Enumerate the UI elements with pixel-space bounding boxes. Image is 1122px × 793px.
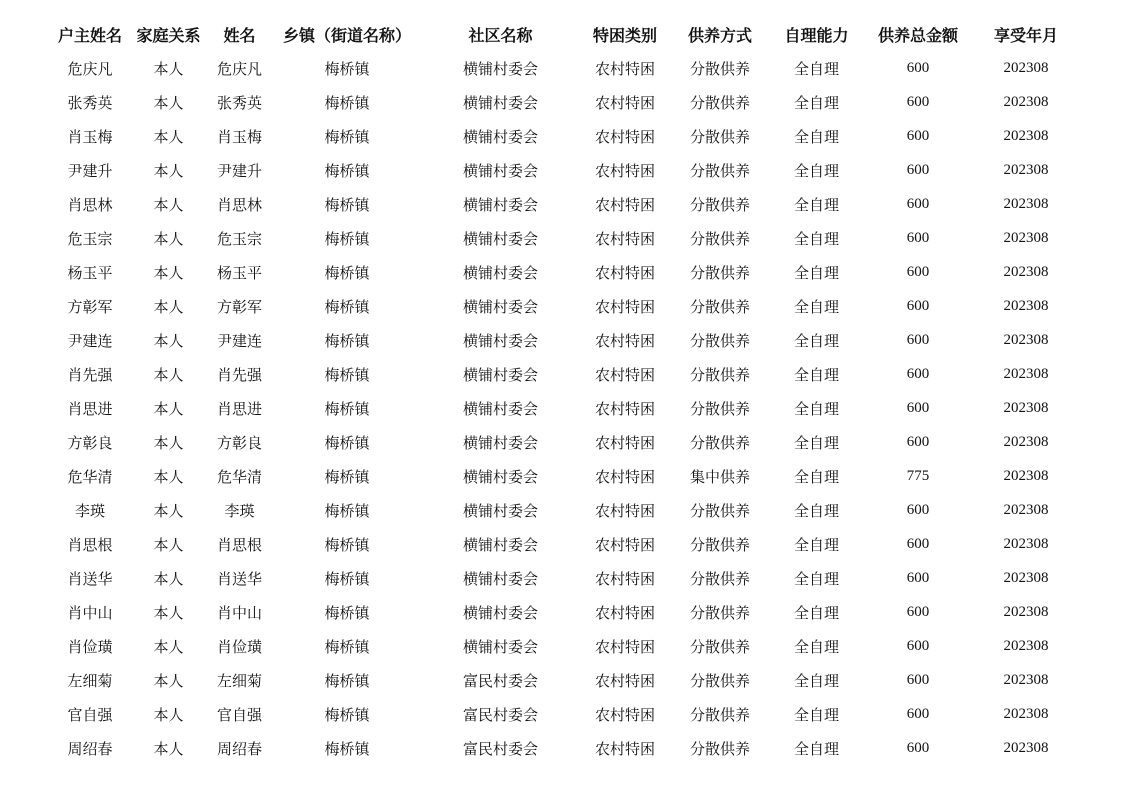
family-relation-cell: 本人 (153, 467, 184, 486)
support-mode-cell: 分散供养 (689, 535, 750, 554)
householder-name-cell: 张秀英 (67, 93, 113, 112)
total-amount-cell: 600 (906, 365, 930, 382)
name-cell: 左细菊 (216, 671, 262, 690)
period-cell: 202308 (1003, 739, 1049, 756)
community-cell: 横铺村委会 (462, 603, 538, 622)
period-cell: 202308 (1003, 297, 1049, 314)
total-amount-cell: 600 (906, 263, 930, 280)
category-cell: 农村特困 (594, 263, 655, 282)
township-cell: 梅桥镇 (324, 705, 370, 724)
householder-name-cell: 肖先强 (67, 365, 113, 384)
period-cell: 202308 (1003, 127, 1049, 144)
total-amount-cell: 600 (906, 59, 930, 76)
table-row (50, 255, 1080, 289)
community-cell: 横铺村委会 (462, 569, 538, 588)
name-cell: 方彰良 (216, 433, 262, 452)
householder-name-cell: 肖玉梅 (67, 127, 113, 146)
period-cell: 202308 (1003, 603, 1049, 620)
name-cell: 李瑛 (224, 501, 255, 520)
period-cell: 202308 (1003, 59, 1049, 76)
period-cell: 202308 (1003, 161, 1049, 178)
header-self-care: 自理能力 (784, 25, 849, 45)
total-amount-cell: 600 (906, 127, 930, 144)
table-row (50, 663, 1080, 697)
community-cell: 横铺村委会 (462, 263, 538, 282)
householder-name-cell: 周绍春 (67, 739, 113, 758)
category-cell: 农村特困 (594, 195, 655, 214)
township-cell: 梅桥镇 (324, 263, 370, 282)
householder-name-cell: 肖送华 (67, 569, 113, 588)
self-care-cell: 全自理 (793, 671, 839, 690)
total-amount-cell: 600 (906, 229, 930, 246)
householder-name-cell: 危华清 (67, 467, 113, 486)
header-name: 姓名 (223, 25, 256, 45)
support-mode-cell: 分散供养 (689, 263, 750, 282)
name-cell: 尹建连 (216, 331, 262, 350)
period-cell: 202308 (1003, 263, 1049, 280)
category-cell: 农村特困 (594, 127, 655, 146)
community-cell: 横铺村委会 (462, 127, 538, 146)
township-cell: 梅桥镇 (324, 127, 370, 146)
support-mode-cell: 分散供养 (689, 365, 750, 384)
family-relation-cell: 本人 (153, 59, 184, 78)
table-row (50, 221, 1080, 255)
category-cell: 农村特困 (594, 229, 655, 248)
period-cell: 202308 (1003, 569, 1049, 586)
total-amount-cell: 600 (906, 195, 930, 212)
support-mode-cell: 分散供养 (689, 501, 750, 520)
family-relation-cell: 本人 (153, 705, 184, 724)
category-cell: 农村特困 (594, 501, 655, 520)
support-mode-cell: 分散供养 (689, 671, 750, 690)
township-cell: 梅桥镇 (324, 297, 370, 316)
table-row (50, 595, 1080, 629)
family-relation-cell: 本人 (153, 501, 184, 520)
total-amount-cell: 600 (906, 671, 930, 688)
self-care-cell: 全自理 (793, 229, 839, 248)
self-care-cell: 全自理 (793, 637, 839, 656)
category-cell: 农村特困 (594, 671, 655, 690)
name-cell: 危玉宗 (216, 229, 262, 248)
period-cell: 202308 (1003, 93, 1049, 110)
community-cell: 横铺村委会 (462, 433, 538, 452)
township-cell: 梅桥镇 (324, 195, 370, 214)
category-cell: 农村特困 (594, 365, 655, 384)
table-row (50, 425, 1080, 459)
householder-name-cell: 肖中山 (67, 603, 113, 622)
period-cell: 202308 (1003, 433, 1049, 450)
period-cell: 202308 (1003, 467, 1049, 484)
family-relation-cell: 本人 (153, 195, 184, 214)
self-care-cell: 全自理 (793, 263, 839, 282)
total-amount-cell: 600 (906, 705, 930, 722)
category-cell: 农村特困 (594, 535, 655, 554)
township-cell: 梅桥镇 (324, 535, 370, 554)
name-cell: 尹建升 (216, 161, 262, 180)
community-cell: 横铺村委会 (462, 59, 538, 78)
family-relation-cell: 本人 (153, 161, 184, 180)
township-cell: 梅桥镇 (324, 637, 370, 656)
township-cell: 梅桥镇 (324, 467, 370, 486)
table-row (50, 731, 1080, 765)
category-cell: 农村特困 (594, 433, 655, 452)
township-cell: 梅桥镇 (324, 93, 370, 112)
table-row (50, 85, 1080, 119)
category-cell: 农村特困 (594, 161, 655, 180)
family-relation-cell: 本人 (153, 365, 184, 384)
category-cell: 农村特困 (594, 637, 655, 656)
householder-name-cell: 杨玉平 (67, 263, 113, 282)
family-relation-cell: 本人 (153, 399, 184, 418)
family-relation-cell: 本人 (153, 671, 184, 690)
total-amount-cell: 600 (906, 569, 930, 586)
header-family-relation: 家庭关系 (136, 25, 201, 45)
community-cell: 横铺村委会 (462, 637, 538, 656)
name-cell: 张秀英 (216, 93, 262, 112)
township-cell: 梅桥镇 (324, 365, 370, 384)
householder-name-cell: 官自强 (67, 705, 113, 724)
family-relation-cell: 本人 (153, 127, 184, 146)
header-category: 特困类别 (592, 25, 657, 45)
self-care-cell: 全自理 (793, 195, 839, 214)
document-sheet (50, 17, 1080, 765)
recipient-table (50, 17, 1080, 765)
period-cell: 202308 (1003, 637, 1049, 654)
family-relation-cell: 本人 (153, 229, 184, 248)
self-care-cell: 全自理 (793, 501, 839, 520)
family-relation-cell: 本人 (153, 739, 184, 758)
table-row (50, 561, 1080, 595)
self-care-cell: 全自理 (793, 127, 839, 146)
self-care-cell: 全自理 (793, 603, 839, 622)
total-amount-cell: 600 (906, 637, 930, 654)
table-body (50, 51, 1080, 765)
township-cell: 梅桥镇 (324, 739, 370, 758)
family-relation-cell: 本人 (153, 331, 184, 350)
township-cell: 梅桥镇 (324, 161, 370, 180)
total-amount-cell: 600 (906, 297, 930, 314)
category-cell: 农村特困 (594, 93, 655, 112)
support-mode-cell: 分散供养 (689, 59, 750, 78)
householder-name-cell: 左细菊 (67, 671, 113, 690)
township-cell: 梅桥镇 (324, 399, 370, 418)
table-row (50, 493, 1080, 527)
township-cell: 梅桥镇 (324, 671, 370, 690)
category-cell: 农村特困 (594, 603, 655, 622)
name-cell: 周绍春 (216, 739, 262, 758)
family-relation-cell: 本人 (153, 93, 184, 112)
householder-name-cell: 尹建连 (67, 331, 113, 350)
self-care-cell: 全自理 (793, 59, 839, 78)
table-row (50, 323, 1080, 357)
table-row (50, 357, 1080, 391)
table-row (50, 459, 1080, 493)
support-mode-cell: 分散供养 (689, 569, 750, 588)
family-relation-cell: 本人 (153, 535, 184, 554)
period-cell: 202308 (1003, 671, 1049, 688)
support-mode-cell: 分散供养 (689, 93, 750, 112)
community-cell: 横铺村委会 (462, 229, 538, 248)
community-cell: 富民村委会 (462, 705, 538, 724)
table-row (50, 629, 1080, 663)
table-header-row (50, 17, 1080, 51)
community-cell: 横铺村委会 (462, 195, 538, 214)
community-cell: 横铺村委会 (462, 535, 538, 554)
family-relation-cell: 本人 (153, 263, 184, 282)
table-row (50, 51, 1080, 85)
name-cell: 肖思进 (216, 399, 262, 418)
householder-name-cell: 危玉宗 (67, 229, 113, 248)
category-cell: 农村特困 (594, 467, 655, 486)
community-cell: 横铺村委会 (462, 399, 538, 418)
total-amount-cell: 600 (906, 739, 930, 756)
family-relation-cell: 本人 (153, 603, 184, 622)
community-cell: 横铺村委会 (462, 501, 538, 520)
self-care-cell: 全自理 (793, 399, 839, 418)
total-amount-cell: 600 (906, 399, 930, 416)
period-cell: 202308 (1003, 399, 1049, 416)
name-cell: 官自强 (216, 705, 262, 724)
support-mode-cell: 分散供养 (689, 399, 750, 418)
category-cell: 农村特困 (594, 297, 655, 316)
support-mode-cell: 分散供养 (689, 603, 750, 622)
period-cell: 202308 (1003, 195, 1049, 212)
support-mode-cell: 分散供养 (689, 161, 750, 180)
self-care-cell: 全自理 (793, 297, 839, 316)
category-cell: 农村特困 (594, 569, 655, 588)
township-cell: 梅桥镇 (324, 433, 370, 452)
table-row (50, 527, 1080, 561)
support-mode-cell: 分散供养 (689, 229, 750, 248)
name-cell: 肖思林 (216, 195, 262, 214)
name-cell: 杨玉平 (216, 263, 262, 282)
community-cell: 富民村委会 (462, 671, 538, 690)
township-cell: 梅桥镇 (324, 569, 370, 588)
self-care-cell: 全自理 (793, 433, 839, 452)
header-community: 社区名称 (468, 25, 533, 45)
support-mode-cell: 分散供养 (689, 739, 750, 758)
township-cell: 梅桥镇 (324, 229, 370, 248)
family-relation-cell: 本人 (153, 433, 184, 452)
table-row (50, 119, 1080, 153)
support-mode-cell: 分散供养 (689, 433, 750, 452)
header-total-amount: 供养总金额 (877, 25, 958, 45)
period-cell: 202308 (1003, 331, 1049, 348)
community-cell: 横铺村委会 (462, 365, 538, 384)
category-cell: 农村特困 (594, 705, 655, 724)
householder-name-cell: 李瑛 (74, 501, 105, 520)
support-mode-cell: 分散供养 (689, 127, 750, 146)
householder-name-cell: 肖思进 (67, 399, 113, 418)
total-amount-cell: 600 (906, 535, 930, 552)
self-care-cell: 全自理 (793, 467, 839, 486)
name-cell: 肖俭璜 (216, 637, 262, 656)
header-householder-name: 户主姓名 (57, 25, 122, 45)
period-cell: 202308 (1003, 365, 1049, 382)
community-cell: 横铺村委会 (462, 161, 538, 180)
householder-name-cell: 肖思根 (67, 535, 113, 554)
period-cell: 202308 (1003, 501, 1049, 518)
name-cell: 肖先强 (216, 365, 262, 384)
community-cell: 横铺村委会 (462, 297, 538, 316)
table-row (50, 391, 1080, 425)
support-mode-cell: 分散供养 (689, 195, 750, 214)
householder-name-cell: 肖思林 (67, 195, 113, 214)
name-cell: 肖送华 (216, 569, 262, 588)
total-amount-cell: 600 (906, 331, 930, 348)
householder-name-cell: 肖俭璜 (67, 637, 113, 656)
table-row (50, 697, 1080, 731)
period-cell: 202308 (1003, 705, 1049, 722)
householder-name-cell: 危庆凡 (67, 59, 113, 78)
householder-name-cell: 方彰军 (67, 297, 113, 316)
name-cell: 肖思根 (216, 535, 262, 554)
total-amount-cell: 600 (906, 603, 930, 620)
township-cell: 梅桥镇 (324, 603, 370, 622)
support-mode-cell: 分散供养 (689, 297, 750, 316)
householder-name-cell: 尹建升 (67, 161, 113, 180)
total-amount-cell: 600 (906, 161, 930, 178)
name-cell: 方彰军 (216, 297, 262, 316)
header-township: 乡镇（街道名称） (282, 25, 411, 45)
total-amount-cell: 600 (906, 433, 930, 450)
total-amount-cell: 600 (906, 93, 930, 110)
category-cell: 农村特困 (594, 59, 655, 78)
community-cell: 横铺村委会 (462, 331, 538, 350)
self-care-cell: 全自理 (793, 535, 839, 554)
self-care-cell: 全自理 (793, 705, 839, 724)
table-row (50, 289, 1080, 323)
name-cell: 肖中山 (216, 603, 262, 622)
self-care-cell: 全自理 (793, 161, 839, 180)
support-mode-cell: 集中供养 (689, 467, 750, 486)
township-cell: 梅桥镇 (324, 501, 370, 520)
category-cell: 农村特困 (594, 739, 655, 758)
support-mode-cell: 分散供养 (689, 705, 750, 724)
name-cell: 肖玉梅 (216, 127, 262, 146)
family-relation-cell: 本人 (153, 297, 184, 316)
self-care-cell: 全自理 (793, 739, 839, 758)
township-cell: 梅桥镇 (324, 59, 370, 78)
community-cell: 横铺村委会 (462, 467, 538, 486)
support-mode-cell: 分散供养 (689, 637, 750, 656)
category-cell: 农村特困 (594, 399, 655, 418)
total-amount-cell: 600 (906, 501, 930, 518)
householder-name-cell: 方彰良 (67, 433, 113, 452)
total-amount-cell: 775 (906, 467, 930, 484)
self-care-cell: 全自理 (793, 569, 839, 588)
self-care-cell: 全自理 (793, 365, 839, 384)
community-cell: 横铺村委会 (462, 93, 538, 112)
table-row (50, 187, 1080, 221)
category-cell: 农村特困 (594, 331, 655, 350)
family-relation-cell: 本人 (153, 637, 184, 656)
community-cell: 富民村委会 (462, 739, 538, 758)
table-row (50, 153, 1080, 187)
township-cell: 梅桥镇 (324, 331, 370, 350)
header-support-mode: 供养方式 (687, 25, 752, 45)
name-cell: 危华清 (216, 467, 262, 486)
family-relation-cell: 本人 (153, 569, 184, 588)
header-period: 享受年月 (993, 25, 1058, 45)
support-mode-cell: 分散供养 (689, 331, 750, 350)
name-cell: 危庆凡 (216, 59, 262, 78)
self-care-cell: 全自理 (793, 331, 839, 350)
period-cell: 202308 (1003, 229, 1049, 246)
period-cell: 202308 (1003, 535, 1049, 552)
self-care-cell: 全自理 (793, 93, 839, 112)
